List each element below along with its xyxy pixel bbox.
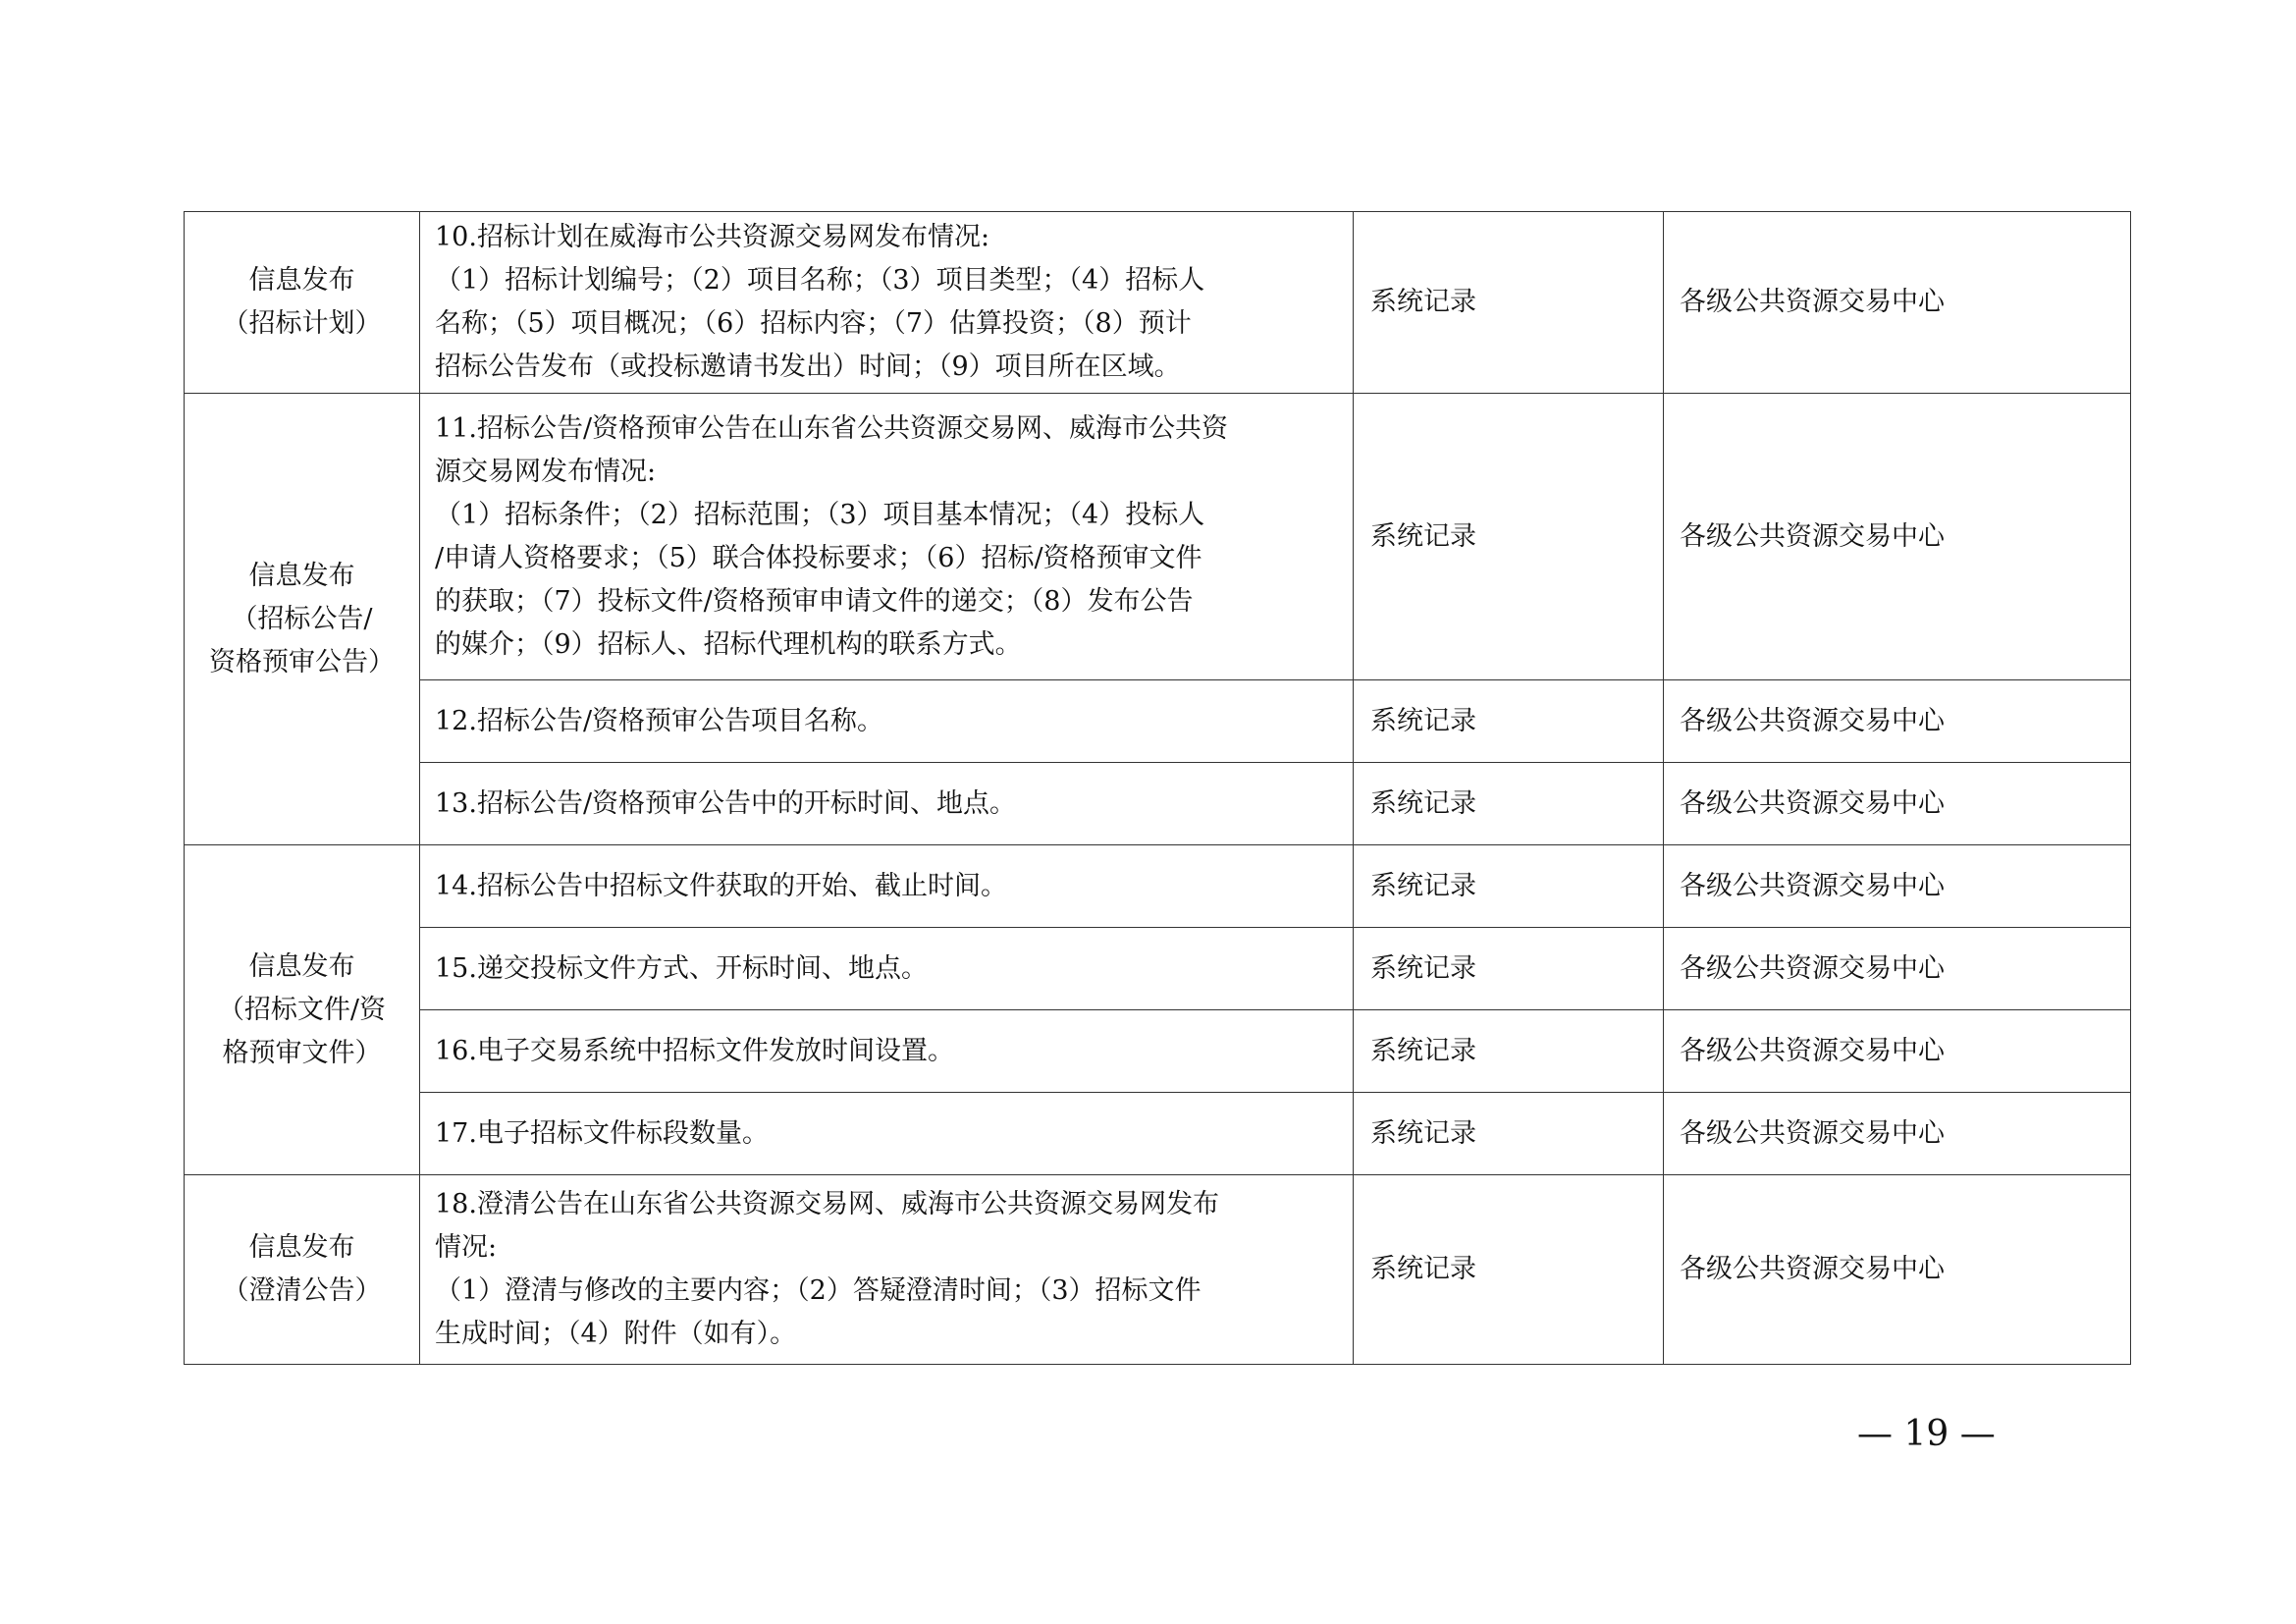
item-cell: 16.电子交易系统中招标文件发放时间设置。 — [420, 1010, 1354, 1093]
item-line: 10.招标计划在威海市公共资源交易网发布情况: — [435, 222, 990, 252]
item-line: 11.招标公告/资格预审公告在山东省公共资源交易网、威海市公共资 — [435, 412, 1229, 444]
item-cell: 17.电子招标文件标段数量。 — [420, 1093, 1354, 1175]
org-cell: 各级公共资源交易中心 — [1664, 845, 2131, 928]
org-cell: 各级公共资源交易中心 — [1664, 1010, 2131, 1093]
org-cell: 各级公共资源交易中心 — [1664, 763, 2131, 845]
item-cell — [420, 1175, 1354, 1365]
item-line: （1）招标计划编号；（2）项目名称；（3）项目类型；（4）招标人 — [435, 265, 1205, 296]
item-line: 的获取；（7）投标文件/资格预审申请文件的递交；（8）发布公告 — [435, 585, 1194, 617]
item-cell: 14.招标公告中招标文件获取的开始、截止时间。 — [420, 845, 1354, 928]
category-line: 信息发布 — [248, 265, 355, 296]
table-row — [185, 845, 2131, 928]
source-cell: 系统记录 — [1354, 1175, 1664, 1365]
page-number: — 19 — — [1857, 1414, 1996, 1454]
table-row — [185, 1093, 2131, 1175]
item-line: 招标公告发布（或投标邀请书发出）时间；（9）项目所在区域。 — [435, 352, 1181, 382]
table-row — [185, 680, 2131, 763]
source-cell: 系统记录 — [1354, 763, 1664, 845]
table-row — [185, 1010, 2131, 1093]
item-cell — [420, 394, 1354, 680]
category-line: （招标计划） — [222, 308, 382, 339]
category-line: （招标文件/资 — [217, 994, 387, 1025]
category-line: （澄清公告） — [222, 1275, 382, 1306]
source-cell: 系统记录 — [1354, 394, 1664, 680]
item-line: 源交易网发布情况: — [435, 456, 657, 487]
item-line: 名称；（5）项目概况；（6）招标内容；（7）估算投资；（8）预计 — [435, 308, 1192, 339]
source-cell: 系统记录 — [1354, 1093, 1664, 1175]
source-cell: 系统记录 — [1354, 928, 1664, 1010]
item-line: （1）招标条件；（2）招标范围；（3）项目基本情况；（4）投标人 — [435, 499, 1205, 530]
org-cell: 各级公共资源交易中心 — [1664, 212, 2131, 394]
item-line: /申请人资格要求；（5）联合体投标要求；（6）招标/资格预审文件 — [435, 542, 1202, 573]
org-cell: 各级公共资源交易中心 — [1664, 1175, 2131, 1365]
category-cell — [185, 394, 420, 845]
org-cell: 各级公共资源交易中心 — [1664, 394, 2131, 680]
org-cell: 各级公共资源交易中心 — [1664, 928, 2131, 1010]
source-cell: 系统记录 — [1354, 212, 1664, 394]
category-cell — [185, 212, 420, 394]
org-cell: 各级公共资源交易中心 — [1664, 680, 2131, 763]
item-cell: 13.招标公告/资格预审公告中的开标时间、地点。 — [420, 763, 1354, 845]
category-cell — [185, 845, 420, 1175]
table-row — [185, 763, 2131, 845]
category-line: 资格预审公告） — [209, 646, 395, 677]
item-cell: 12.招标公告/资格预审公告项目名称。 — [420, 680, 1354, 763]
item-line: 情况: — [435, 1232, 498, 1263]
item-cell: 15.递交投标文件方式、开标时间、地点。 — [420, 928, 1354, 1010]
table-row — [185, 394, 2131, 680]
category-line: 格预审文件） — [222, 1037, 382, 1068]
item-cell — [420, 212, 1354, 394]
org-cell: 各级公共资源交易中心 — [1664, 1093, 2131, 1175]
item-line: （1）澄清与修改的主要内容；（2）答疑澄清时间；（3）招标文件 — [435, 1275, 1201, 1306]
source-cell: 系统记录 — [1354, 1010, 1664, 1093]
item-line: 的媒介；（9）招标人、招标代理机构的联系方式。 — [435, 628, 1022, 660]
item-line: 18.澄清公告在山东省公共资源交易网、威海市公共资源交易网发布 — [435, 1189, 1219, 1219]
table-row — [185, 212, 2131, 394]
source-cell: 系统记录 — [1354, 845, 1664, 928]
category-line: 信息发布 — [248, 950, 355, 982]
info-disclosure-table — [184, 211, 2131, 1365]
table-row — [185, 1175, 2131, 1365]
source-cell: 系统记录 — [1354, 680, 1664, 763]
table-row — [185, 928, 2131, 1010]
category-cell — [185, 1175, 420, 1365]
category-line: 信息发布 — [248, 560, 355, 591]
item-line: 生成时间；（4）附件（如有）。 — [435, 1319, 797, 1349]
category-line: 信息发布 — [248, 1232, 355, 1263]
category-line: （招标公告/ — [231, 603, 373, 634]
